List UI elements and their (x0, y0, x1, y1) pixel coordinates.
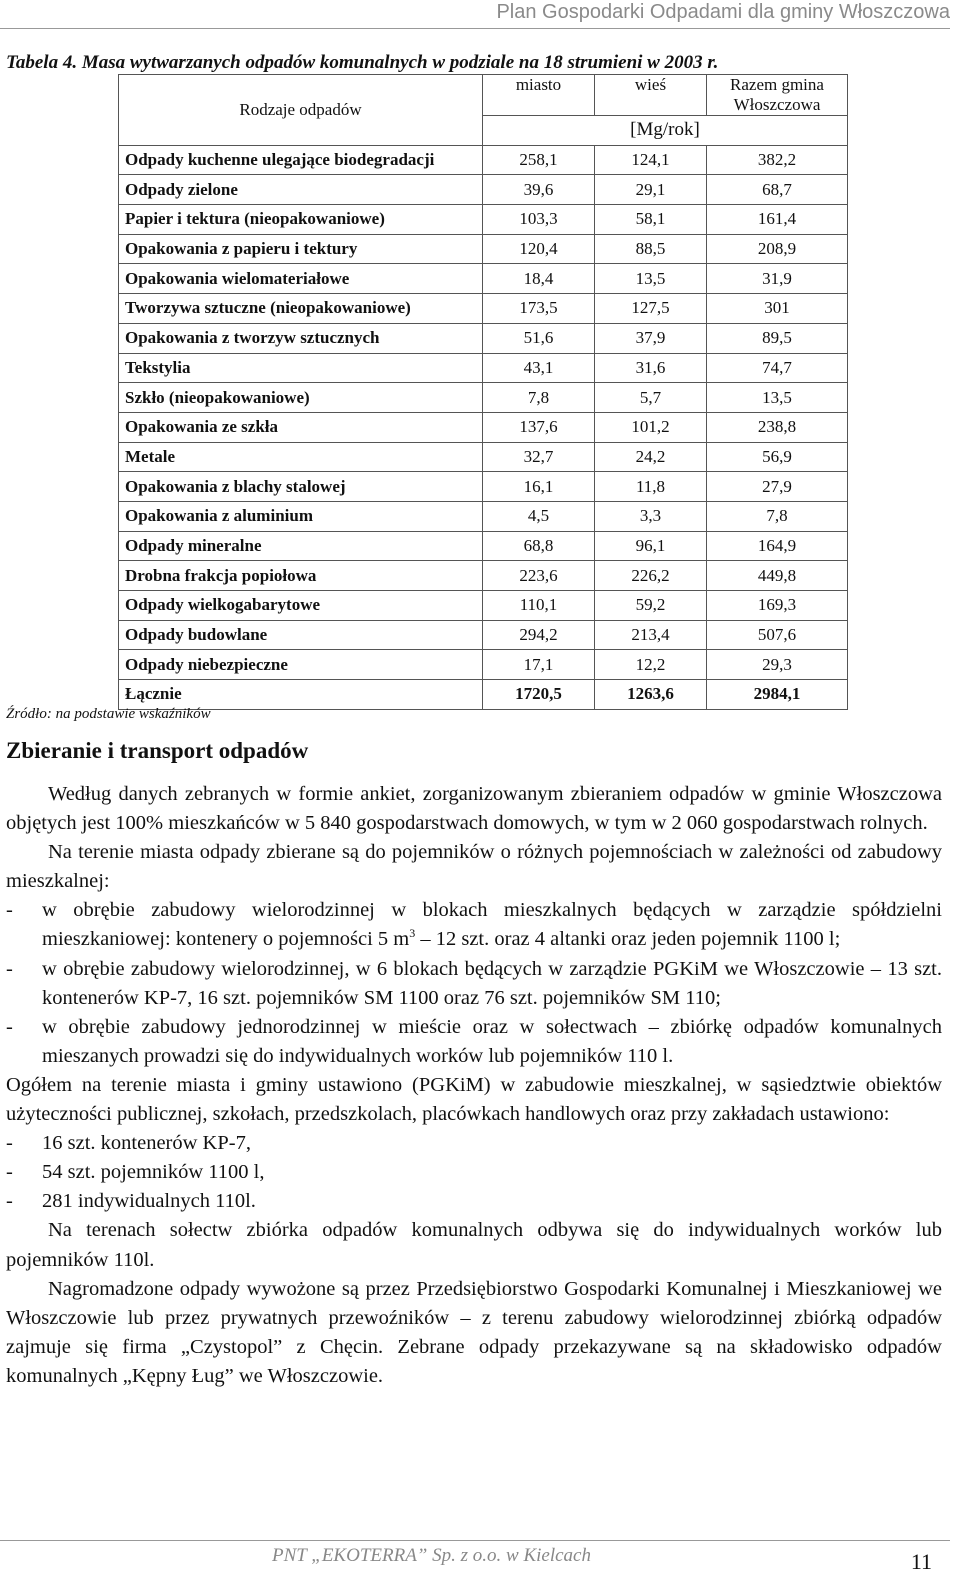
list-item (6, 1129, 942, 1158)
cell-name: Tworzywa sztuczne (nieopakowaniowe) (119, 294, 483, 324)
cell-village: 13,5 (595, 264, 707, 294)
cell-village: 213,4 (595, 620, 707, 650)
list-dash: - (6, 899, 13, 922)
table-row (119, 650, 848, 680)
cell-total: 507,6 (707, 620, 848, 650)
cell-name: Opakowania ze szkła (119, 412, 483, 442)
cell-total: 164,9 (707, 531, 848, 561)
cell-village: 101,2 (595, 412, 707, 442)
cell-name: Opakowania wielomateriałowe (119, 264, 483, 294)
cell-village: 96,1 (595, 531, 707, 561)
cell-name: Opakowania z papieru i tektury (119, 234, 483, 264)
list-item (6, 1187, 942, 1216)
list-item (6, 1158, 942, 1187)
cell-village: 5,7 (595, 383, 707, 413)
table-row (119, 205, 848, 235)
table-row (119, 620, 848, 650)
cell-village: 3,3 (595, 501, 707, 531)
cell-total: 2984,1 (707, 680, 848, 710)
cell-total: 301 (707, 294, 848, 324)
cell-city: 43,1 (483, 353, 595, 383)
cell-city: 68,8 (483, 531, 595, 561)
cell-city: 4,5 (483, 501, 595, 531)
cell-city: 51,6 (483, 323, 595, 353)
cell-total: 89,5 (707, 323, 848, 353)
footer-company: PNT „EKOTERRA” Sp. z o.o. w Kielcach (272, 1545, 591, 1566)
table-row (119, 234, 848, 264)
list-item (6, 896, 942, 954)
cell-city: 32,7 (483, 442, 595, 472)
cell-total: 27,9 (707, 472, 848, 502)
cell-name: Odpady mineralne (119, 531, 483, 561)
table-row (119, 501, 848, 531)
cell-village: 226,2 (595, 561, 707, 591)
list-item-text: – 12 szt. oraz 4 altanki oraz jeden pojemnik 1100 l; (415, 928, 841, 951)
cell-city: 120,4 (483, 234, 595, 264)
body-text (6, 780, 942, 1391)
cell-city: 39,6 (483, 175, 595, 205)
list-item-text: w obrębie zabudowy wielorodzinnej w blokach mieszkalnych będących w zarządzie spółdzielni mieszkaniowej: kontenery o pojemności 5 m (42, 899, 942, 951)
cell-city: 137,6 (483, 412, 595, 442)
page-header (0, 0, 950, 29)
cell-total: 31,9 (707, 264, 848, 294)
cell-city: 18,4 (483, 264, 595, 294)
cell-total: 68,7 (707, 175, 848, 205)
cell-city: 1720,5 (483, 680, 595, 710)
cell-city: 110,1 (483, 591, 595, 621)
table-row (119, 353, 848, 383)
header-total: Razem gmina Włoszczowa (707, 75, 848, 116)
cell-village: 12,2 (595, 650, 707, 680)
cell-total: 382,2 (707, 145, 848, 175)
cell-name: Opakowania z aluminium (119, 501, 483, 531)
cell-village: 58,1 (595, 205, 707, 235)
cell-village: 124,1 (595, 145, 707, 175)
table-row (119, 264, 848, 294)
header-unit: [Mg/rok] (483, 116, 848, 146)
cell-name: Opakowania z blachy stalowej (119, 472, 483, 502)
cell-name: Opakowania z tworzyw sztucznych (119, 323, 483, 353)
table-row (119, 561, 848, 591)
cell-city: 173,5 (483, 294, 595, 324)
cell-name: Łącznie (119, 680, 483, 710)
summary-list (6, 1129, 942, 1216)
cell-total: 7,8 (707, 501, 848, 531)
cell-total: 56,9 (707, 442, 848, 472)
cell-name: Odpady niebezpieczne (119, 650, 483, 680)
table-source: Źródło: na podstawie wskaźników (6, 706, 211, 722)
cell-village: 59,2 (595, 591, 707, 621)
cell-name: Drobna frakcja popiołowa (119, 561, 483, 591)
cell-name: Metale (119, 442, 483, 472)
list-item-text: 54 szt. pojemników 1100 l, (42, 1161, 265, 1184)
list-dash: - (6, 957, 13, 980)
header-village: wieś (595, 75, 707, 116)
paragraph: Ogółem na terenie miasta i gminy ustawiono (PGKiM) w zabudowie mieszkalnej, w sąsiedztwie obiektów użyteczności publicznej, szkołach, przedszkolach, placówkach handlowych oraz przy zakładach ustawiono: (6, 1073, 942, 1126)
list-item-text: 281 indywidualnych 110l. (42, 1190, 256, 1213)
cell-city: 7,8 (483, 383, 595, 413)
table-row (119, 442, 848, 472)
waste-table (118, 74, 848, 710)
cell-city: 294,2 (483, 620, 595, 650)
cell-village: 31,6 (595, 353, 707, 383)
cell-city: 103,3 (483, 205, 595, 235)
cell-name: Odpady zielone (119, 175, 483, 205)
cell-city: 223,6 (483, 561, 595, 591)
list-item-text: 16 szt. kontenerów KP-7, (42, 1132, 251, 1155)
cell-total: 161,4 (707, 205, 848, 235)
table-caption: Tabela 4. Masa wytwarzanych odpadów komunalnych w podziale na 18 strumieni w 2003 r. (6, 52, 719, 73)
cell-name: Tekstylia (119, 353, 483, 383)
header-waste-type: Rodzaje odpadów (119, 75, 483, 146)
cell-village: 29,1 (595, 175, 707, 205)
cell-village: 37,9 (595, 323, 707, 353)
table-row (119, 531, 848, 561)
page-footer (0, 1540, 950, 1581)
table-row (119, 294, 848, 324)
list-item-text: w obrębie zabudowy wielorodzinnej, w 6 blokach będących w zarządzie PGKiM we Włoszczowie – 13 szt. kontenerów KP-7, 16 szt. pojemników SM 1100 oraz 76 szt. pojemników SM 110; (42, 957, 942, 1009)
paragraph: Według danych zebranych w formie ankiet, zorganizowanym zbieraniem odpadów w gminie Włoszczowa objętych jest 100% mieszkańców w 5 840 gospodarstwach domowych, w tym w 2 060 gospodarstwach rolnych. (6, 783, 942, 835)
list-dash: - (6, 1015, 13, 1038)
cell-village: 11,8 (595, 472, 707, 502)
paragraph: Nagromadzone odpady wywożone są przez Przedsiębiorstwo Gospodarki Komunalnej i Mieszkaniowej we Włoszczowie lub przez prywatnych przewoźników – z terenu zabudowy wielorodzinnej zbiórką odpadów zajmuje się firma „Czystopol” z Chęcin. Zebrane odpady przekazywane są na składowisko odpadów komunalnych „Kępny Ług” we Włoszczowie. (6, 1277, 942, 1387)
cell-name: Odpady kuchenne ulegające biodegradacji (119, 145, 483, 175)
cell-total: 13,5 (707, 383, 848, 413)
cell-village: 24,2 (595, 442, 707, 472)
table-row (119, 323, 848, 353)
cell-village: 1263,6 (595, 680, 707, 710)
cell-village: 127,5 (595, 294, 707, 324)
cell-total: 208,9 (707, 234, 848, 264)
cell-total: 74,7 (707, 353, 848, 383)
cell-total: 449,8 (707, 561, 848, 591)
superscript: 3 (409, 926, 416, 941)
table-row (119, 412, 848, 442)
paragraph: Na terenie miasta odpady zbierane są do pojemników o różnych pojemnościach w zależności od zabudowy mieszkalnej: (6, 841, 942, 893)
section-title: Zbieranie i transport odpadów (6, 738, 309, 763)
cell-total: 238,8 (707, 412, 848, 442)
cell-name: Papier i tektura (nieopakowaniowe) (119, 205, 483, 235)
table-row (119, 175, 848, 205)
cell-name: Odpady budowlane (119, 620, 483, 650)
table-total-row (119, 680, 848, 710)
table-row (119, 383, 848, 413)
page-number: 11 (910, 1549, 932, 1574)
cell-village: 88,5 (595, 234, 707, 264)
cell-city: 16,1 (483, 472, 595, 502)
table-row (119, 145, 848, 175)
container-list (6, 896, 942, 1071)
list-dash: - (6, 1132, 13, 1155)
cell-name: Odpady wielkogabarytowe (119, 591, 483, 621)
paragraph: Na terenach sołectw zbiórka odpadów komunalnych odbywa się do indywidualnych worków lub pojemników 110l. (6, 1219, 942, 1271)
cell-name: Szkło (nieopakowaniowe) (119, 383, 483, 413)
table-row (119, 591, 848, 621)
list-item (6, 1013, 942, 1071)
list-dash: - (6, 1190, 13, 1213)
cell-total: 169,3 (707, 591, 848, 621)
list-item (6, 955, 942, 1013)
table-row (119, 472, 848, 502)
header-title: Plan Gospodarki Odpadami dla gminy Włoszczowa (496, 1, 950, 23)
list-item-text: w obrębie zabudowy jednorodzinnej w mieście oraz w sołectwach – zbiórkę odpadów komunalnych mieszanych prowadzi się do indywidualnych worków lub pojemników 110 l. (42, 1015, 942, 1067)
cell-city: 258,1 (483, 145, 595, 175)
cell-city: 17,1 (483, 650, 595, 680)
header-city: miasto (483, 75, 595, 116)
list-dash: - (6, 1161, 13, 1184)
cell-total: 29,3 (707, 650, 848, 680)
